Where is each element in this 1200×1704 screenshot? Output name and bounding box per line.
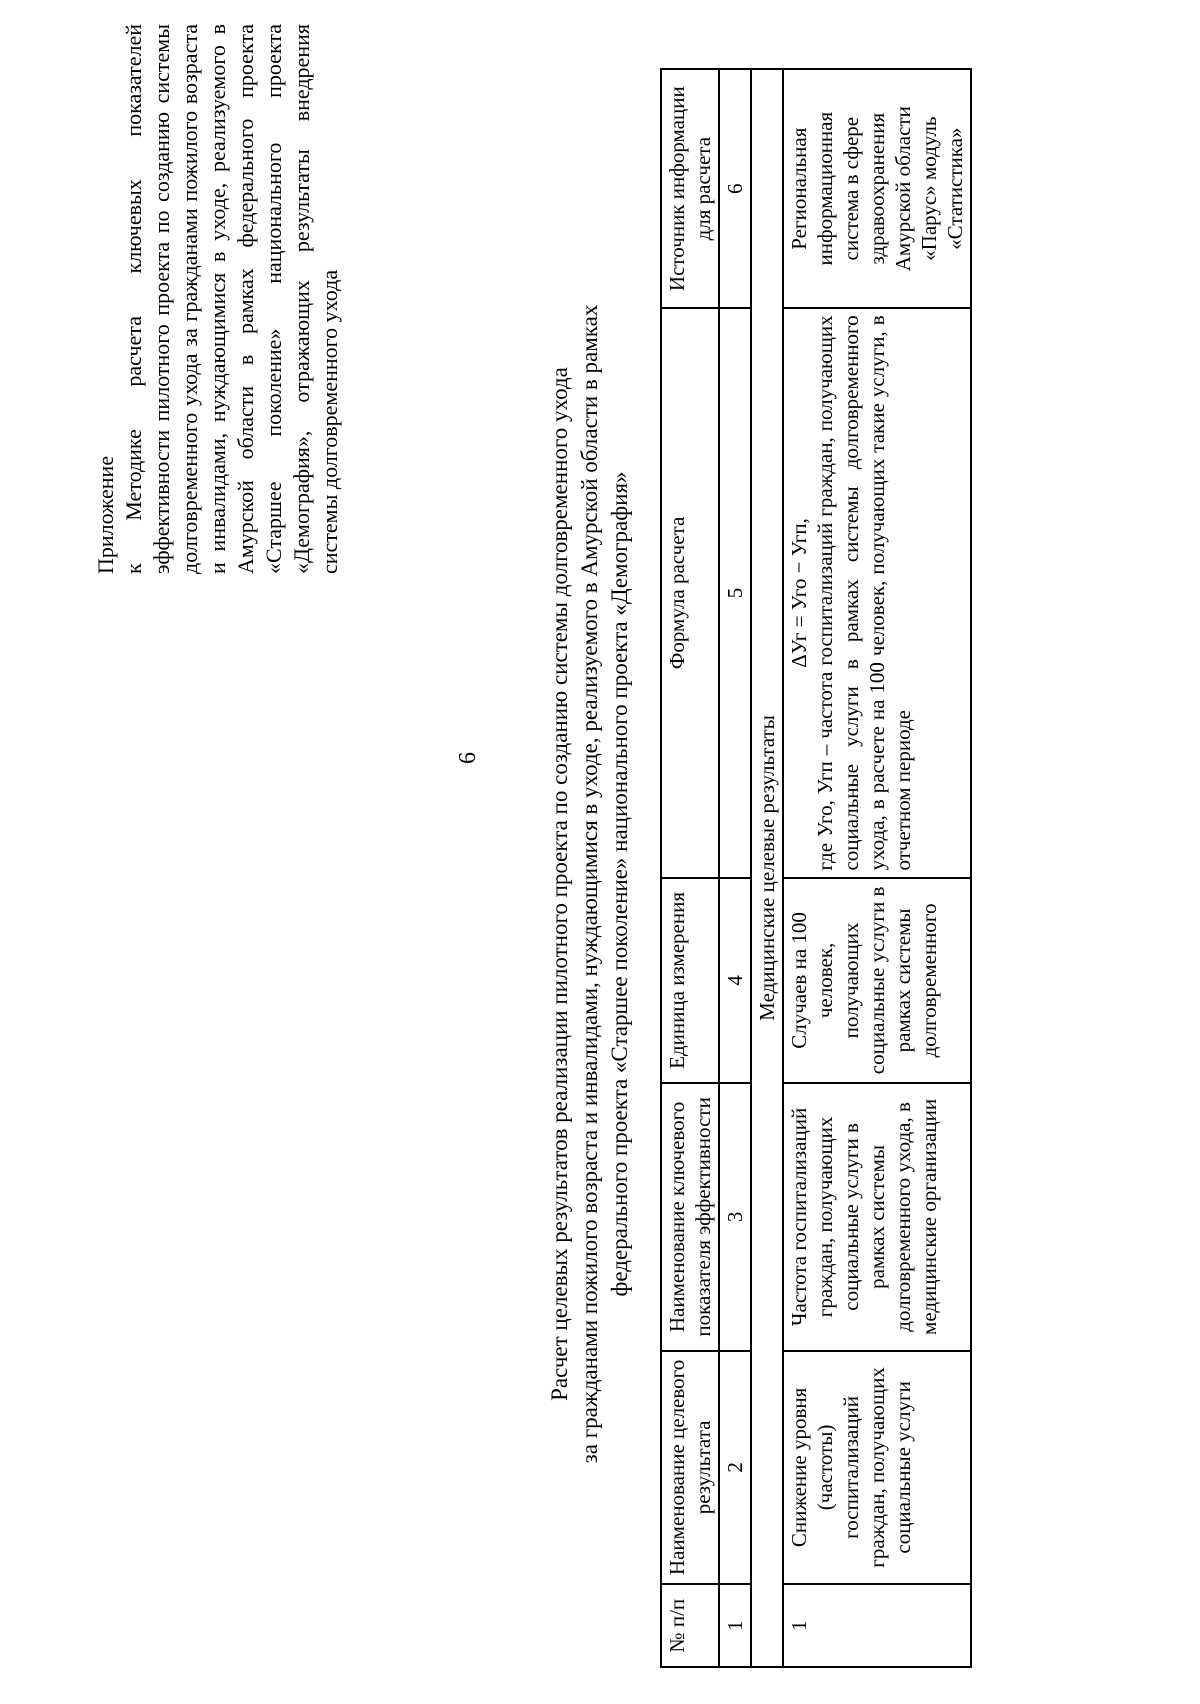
column-number-5: 5 — [719, 308, 751, 877]
row-unit: Случаев на 100 человек, получающих социальные услуги в рамках системы долговременного — [783, 878, 971, 1084]
row-result-name: Снижение уровня (частоты) госпитализаций граждан, получающих социальные услуги — [783, 1351, 971, 1585]
row-source: Региональная информационная система в сфере здравоохранения Амурской области «Парус» модуль «Статистика» — [783, 69, 971, 308]
title-line-3: федерального проекта «Старшее поколение» национального проекта «Демография» — [607, 471, 632, 1297]
column-number-row — [719, 69, 751, 1667]
header-result-name: Наименование целевого результата — [661, 1351, 719, 1585]
results-table — [660, 68, 972, 1668]
header-source: Источник информации для расчета — [661, 69, 719, 308]
document-title — [545, 224, 635, 1544]
appendix-block — [92, 24, 344, 574]
row-indicator-name: Частота госпитализаций граждан, получающих социальные услуги в рамках системы долговременного ухода, в медицинские организации — [783, 1083, 971, 1350]
title-line-1: Расчет целевых результатов реализации пилотного проекта по созданию системы долговременного ухода — [547, 367, 572, 1401]
formula-expression: ΔУг = Уго − Угп, — [787, 518, 811, 668]
column-number-4: 4 — [719, 878, 751, 1084]
column-number-1: 1 — [719, 1584, 751, 1667]
appendix-text: к Методике расчета ключевых показателей эффективности пилотного проекта по созданию системы долговременного ухода за гражданами пожилого возраста и инвалидами, нуждающимися в уходе, реализуемого в Амурской области в рамках федерального проекта «Старшее поколение» национального проекта «Демография», отражающих результаты внедрения системы долговременного ухода — [121, 24, 342, 574]
header-formula: Формула расчета — [661, 308, 719, 877]
column-number-6: 6 — [719, 69, 751, 308]
table-header-row — [661, 69, 719, 1667]
column-number-2: 2 — [719, 1351, 751, 1585]
appendix-heading: Приложение — [93, 455, 118, 574]
column-number-3: 3 — [719, 1083, 751, 1350]
header-unit: Единица измерения — [661, 878, 719, 1084]
row-formula — [783, 308, 971, 877]
section-row — [751, 69, 783, 1667]
page-number: 6 — [455, 752, 481, 764]
header-number: № п/п — [661, 1584, 719, 1667]
title-line-2: за гражданами пожилого возраста и инвалидами, нуждающимися в уходе, реализуемого в Амурской области в рамках — [577, 304, 602, 1464]
table-row — [783, 69, 971, 1667]
header-indicator-name: Наименование ключевого показателя эффективности — [661, 1083, 719, 1350]
section-title: Медицинские целевые результаты — [751, 69, 783, 1667]
formula-description: где Уго, Угп – частота госпитализаций граждан, получающих социальные услуги в рамках системы долговременного ухода, в расчете на 100 человек, получающих такие услуги, в отчетном периоде — [813, 315, 915, 871]
row-number: 1 — [783, 1584, 971, 1667]
